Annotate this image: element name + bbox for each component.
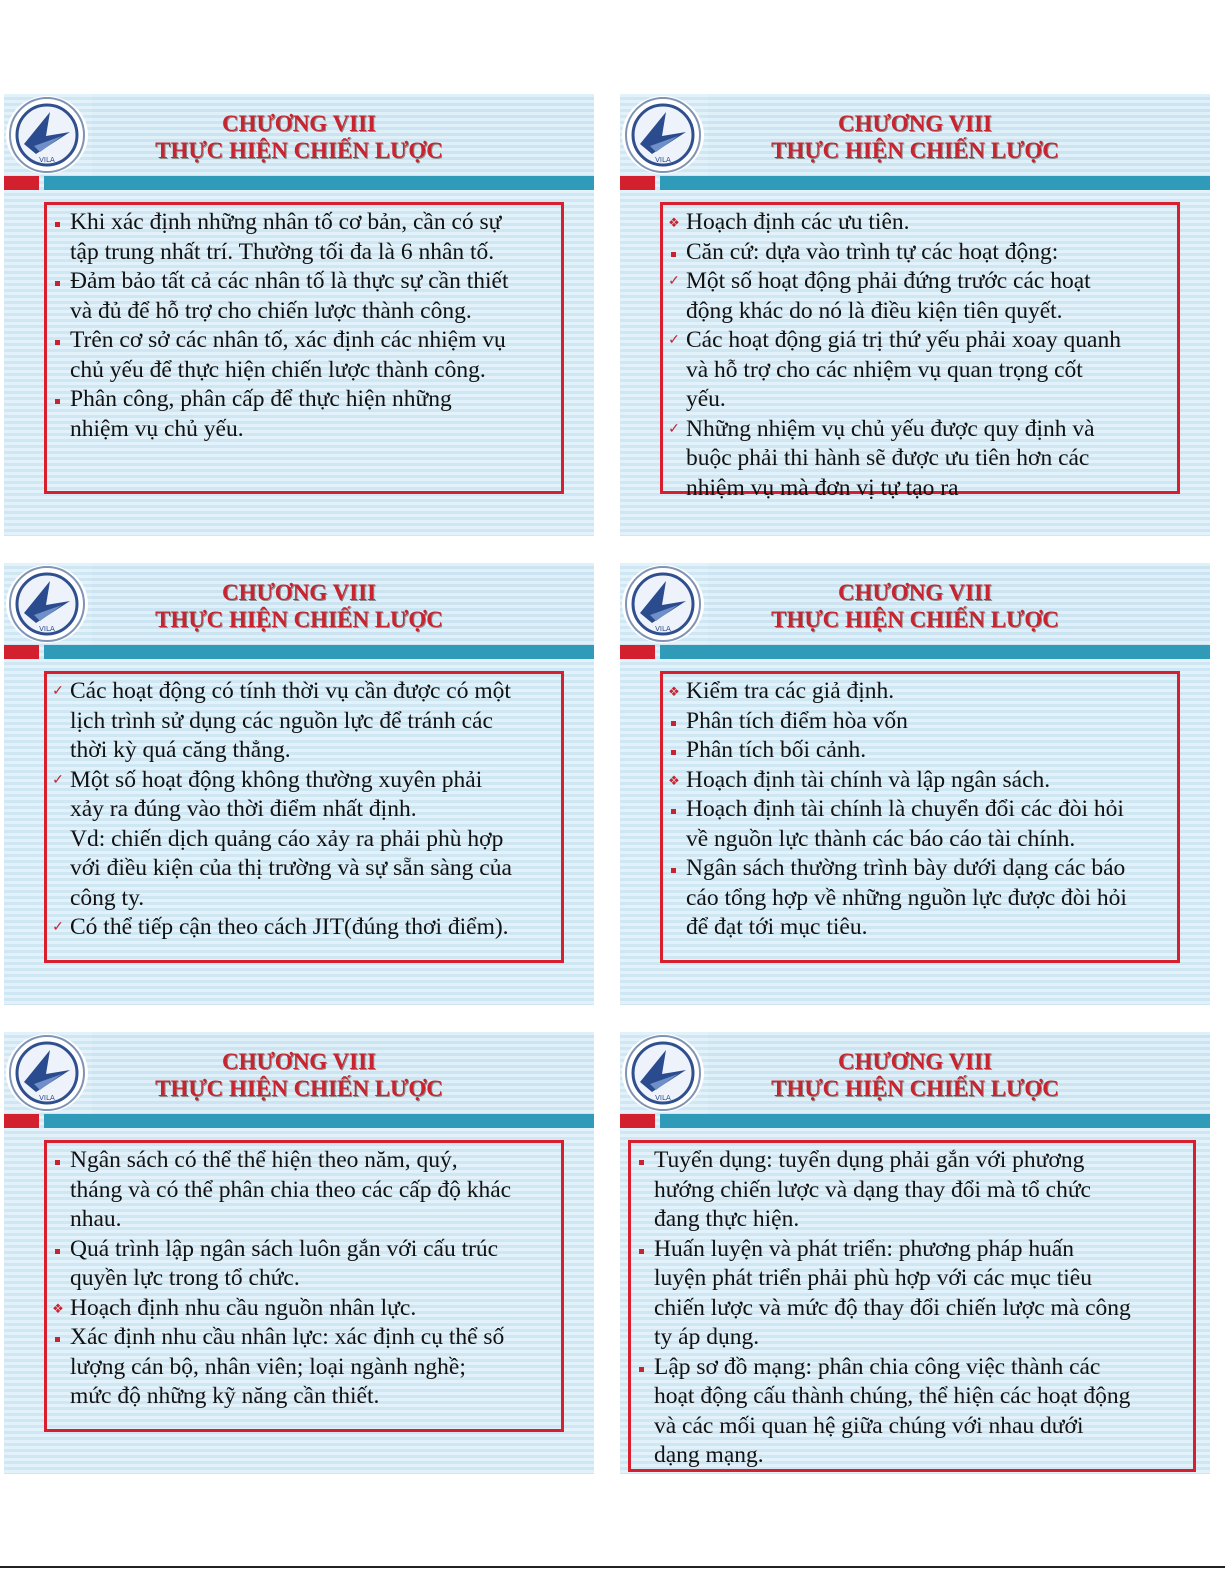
item-text: lịch trình sử dụng các nguồn lực để tránh các [70, 707, 493, 734]
item-text: nhau. [70, 1206, 122, 1232]
item-text: Quá trình lập ngân sách luôn gắn với cấu trúc [70, 1235, 499, 1262]
item-text: và các mối quan hệ giữa chúng với nhau dưới [654, 1412, 1084, 1439]
chapter-subtitle: THỰC HIỆN CHIẾN LƯỢC [771, 138, 1059, 163]
slide-title [92, 563, 594, 645]
item-text: Phân tích bối cảnh. [686, 737, 867, 763]
list-item-continuation [654, 1382, 1191, 1412]
list-item-continuation [70, 1353, 559, 1383]
accent-bar-red [4, 176, 39, 190]
bullet-list [52, 677, 559, 943]
list-item [686, 736, 1175, 766]
svg-text:VILA: VILA [39, 156, 55, 164]
item-text: dạng mạng. [654, 1442, 764, 1468]
accent-bar-teal [660, 645, 1210, 659]
list-item-continuation [70, 736, 559, 766]
item-text: đang thực hiện. [654, 1206, 800, 1232]
content-box [660, 671, 1180, 963]
item-text: về nguồn lực thành các báo cáo tài chính. [686, 825, 1076, 852]
item-text: chủ yếu để thực hiện chiến lược thành công. [70, 356, 486, 383]
list-item [654, 1235, 1191, 1265]
list-item-continuation [70, 356, 559, 386]
list-item-continuation [654, 1205, 1191, 1235]
item-text: Lập sơ đồ mạng: phân chia công việc thành các [654, 1353, 1101, 1380]
list-item [686, 795, 1175, 825]
diamond-bullet-icon: ❖ [668, 215, 680, 230]
chapter-subtitle: THỰC HIỆN CHIẾN LƯỢC [771, 1076, 1059, 1101]
svg-text:VILA: VILA [655, 156, 671, 164]
accent-bar-teal [44, 176, 594, 190]
item-text: Một số hoạt động không thường xuyên phải [70, 766, 483, 793]
list-item-continuation [654, 1441, 1191, 1471]
list-item-continuation [654, 1264, 1191, 1294]
accent-bar-teal [660, 1114, 1210, 1128]
item-text: với điều kiện của thị trường và sự sẵn sàng của [70, 855, 512, 881]
list-item [70, 208, 559, 238]
list-item-continuation [654, 1176, 1191, 1206]
chapter-title: CHƯƠNG VIII [838, 111, 992, 136]
list-item [668, 677, 1175, 707]
list-item [668, 326, 1175, 356]
diamond-bullet-icon: ❖ [52, 1300, 64, 1316]
slide-title [708, 563, 1210, 645]
list-item-continuation [70, 854, 559, 884]
slide-1 [4, 94, 594, 536]
item-text: Khi xác định những nhân tố cơ bản, cần có sự [70, 209, 502, 235]
list-item-continuation [654, 1323, 1191, 1353]
item-text: Hoạch định nhu cầu nguồn nhân lực. [70, 1294, 417, 1321]
item-text: nhiệm vụ mà đơn vị tự tạo ra [686, 474, 959, 501]
svg-text:VILA: VILA [655, 1094, 671, 1102]
item-text: và đủ để hỗ trợ cho chiến lược thành công. [70, 297, 472, 324]
slide-title [708, 94, 1210, 176]
list-item-continuation [70, 707, 559, 737]
item-text: Tuyển dụng: tuyển dụng phải gắn với phương [654, 1147, 1085, 1173]
list-item-continuation [686, 297, 1175, 327]
page-bottom-rule [0, 1566, 1225, 1568]
diamond-bullet-icon: ❖ [668, 772, 680, 788]
item-text: Phân công, phân cấp để thực hiện những [70, 386, 452, 412]
item-text: yếu. [686, 386, 726, 412]
list-item [70, 385, 559, 415]
list-item-continuation [686, 444, 1175, 474]
slide-6 [620, 1032, 1210, 1474]
check-bullet-icon: ✓ [52, 920, 64, 935]
item-text: Hoạch định tài chính là chuyển đổi các đòi hỏi [686, 796, 1124, 822]
item-text: tháng và có thể phân chia theo các cấp độ khác [70, 1176, 512, 1203]
item-text: để đạt tới mục tiêu. [686, 914, 868, 940]
list-item [686, 854, 1175, 884]
item-text: Đảm bảo tất cả các nhân tố là thực sự cần thiết [70, 268, 509, 294]
list-item-continuation [70, 1264, 559, 1294]
list-item-continuation [70, 795, 559, 825]
list-item-continuation [686, 825, 1175, 855]
list-item [686, 707, 1175, 737]
accent-bar-teal [44, 1114, 594, 1128]
item-text: hướng chiến lược và dạng thay đổi mà tổ chức [654, 1176, 1091, 1203]
list-item-continuation [70, 415, 559, 445]
check-bullet-icon: ✓ [668, 274, 680, 289]
list-item-continuation [654, 1412, 1191, 1442]
bullet-list [654, 1146, 1191, 1471]
slide-title [92, 94, 594, 176]
svg-text:VILA: VILA [655, 625, 671, 633]
list-item-continuation [686, 913, 1175, 943]
item-text: Một số hoạt động phải đứng trước các hoạt [686, 268, 1091, 294]
bullet-list [668, 208, 1175, 503]
item-text: động khác do nó là điều kiện tiên quyết. [686, 297, 1063, 324]
item-text: lượng cán bộ, nhân viên; loại ngành nghề; [70, 1353, 466, 1380]
list-item-continuation [686, 385, 1175, 415]
item-text: Có thể tiếp cận theo cách JIT(đúng thơi điểm). [70, 914, 509, 940]
item-text: luyện phát triển phải phù hợp với các mục tiêu [654, 1265, 1092, 1291]
chapter-subtitle: THỰC HIỆN CHIẾN LƯỢC [155, 607, 443, 632]
check-bullet-icon: ✓ [668, 333, 680, 348]
list-item [70, 1146, 559, 1176]
chapter-subtitle: THỰC HIỆN CHIẾN LƯỢC [155, 1076, 443, 1101]
chapter-title: CHƯƠNG VIII [222, 1049, 376, 1074]
accent-bar-red [620, 1114, 655, 1128]
item-text: buộc phải thi hành sẽ được ưu tiên hơn các [686, 445, 1090, 471]
check-bullet-icon: ✓ [668, 421, 680, 437]
item-text: Những nhiệm vụ chủ yếu được quy định và [686, 415, 1095, 442]
item-text: xảy ra đúng vào thời điểm nhất định. [70, 796, 417, 822]
slide-3 [4, 563, 594, 1005]
item-text: mức độ những kỹ năng cần thiết. [70, 1383, 380, 1409]
list-item [668, 208, 1175, 238]
item-text: hoạt động cấu thành chúng, thể hiện các hoạt động [654, 1383, 1131, 1409]
list-item-continuation [70, 238, 559, 268]
check-bullet-icon: ✓ [52, 684, 64, 699]
accent-bar-teal [44, 645, 594, 659]
svg-text:VILA: VILA [39, 625, 55, 633]
item-text: thời kỳ quá căng thẳng. [70, 737, 291, 763]
list-item [686, 238, 1175, 268]
list-item-continuation [654, 1294, 1191, 1324]
slide-4 [620, 563, 1210, 1005]
list-item [668, 415, 1175, 445]
accent-bar-red [4, 1114, 39, 1128]
bullet-list [668, 677, 1175, 943]
item-text: Căn cứ: dựa vào trình tự các hoạt động: [686, 238, 1059, 265]
slide-title [92, 1032, 594, 1114]
content-box [628, 1140, 1196, 1472]
list-item [52, 913, 559, 943]
list-item-continuation [70, 884, 559, 914]
item-text: Xác định nhu cầu nhân lực: xác định cụ thể số [70, 1324, 505, 1350]
list-item-continuation [686, 884, 1175, 914]
item-text: và hỗ trợ cho các nhiệm vụ quan trọng cốt [686, 356, 1083, 383]
list-item [70, 1235, 559, 1265]
item-text: Ngân sách có thể thể hiện theo năm, quý, [70, 1147, 458, 1173]
item-text: Các hoạt động có tính thời vụ cần được có một [70, 678, 511, 704]
item-text: Hoạch định tài chính và lập ngân sách. [686, 766, 1051, 793]
list-item-continuation [70, 1205, 559, 1235]
chapter-subtitle: THỰC HIỆN CHIẾN LƯỢC [155, 138, 443, 163]
list-item-continuation [70, 297, 559, 327]
list-item [52, 1294, 559, 1324]
diamond-bullet-icon: ❖ [668, 684, 680, 699]
content-box [44, 202, 564, 494]
content-box [660, 202, 1180, 501]
item-text: Ngân sách thường trình bày dưới dạng các báo [686, 855, 1126, 881]
slide-5 [4, 1032, 594, 1474]
list-item-continuation [70, 825, 559, 855]
item-text: chiến lược và mức độ thay đổi chiến lược mà công [654, 1294, 1131, 1321]
accent-bar-red [620, 645, 655, 659]
check-bullet-icon: ✓ [52, 772, 64, 788]
list-item [654, 1353, 1191, 1383]
chapter-title: CHƯƠNG VIII [838, 580, 992, 605]
item-text: Vd: chiến dịch quảng cáo xảy ra phải phù hợp [70, 825, 504, 852]
item-text: cáo tổng hợp về những nguồn lực được đòi hỏi [686, 884, 1127, 911]
bullet-list [52, 1146, 559, 1412]
item-text: tập trung nhất trí. Thường tối đa là 6 nhân tố. [70, 238, 495, 265]
list-item-continuation [70, 1382, 559, 1412]
item-text: Các hoạt động giá trị thứ yếu phải xoay quanh [686, 327, 1121, 353]
list-item [52, 766, 559, 796]
bullet-list [70, 208, 559, 444]
chapter-title: CHƯƠNG VIII [222, 111, 376, 136]
item-text: Huấn luyện và phát triển: phương pháp huấn [654, 1235, 1074, 1262]
item-text: quyền lực trong tổ chức. [70, 1265, 300, 1291]
item-text: Phân tích điểm hòa vốn [686, 707, 908, 734]
item-text: Kiểm tra các giả định. [686, 678, 895, 704]
item-text: công ty. [70, 884, 145, 911]
item-text: Hoạch định các ưu tiên. [686, 209, 910, 235]
list-item [668, 766, 1175, 796]
item-text: nhiệm vụ chủ yếu. [70, 415, 244, 442]
chapter-title: CHƯƠNG VIII [222, 580, 376, 605]
list-item-continuation [686, 474, 1175, 504]
content-box [44, 671, 564, 963]
slide-title [708, 1032, 1210, 1114]
slide-2 [620, 94, 1210, 536]
accent-bar-teal [660, 176, 1210, 190]
list-item [70, 326, 559, 356]
chapter-title: CHƯƠNG VIII [838, 1049, 992, 1074]
list-item [70, 267, 559, 297]
item-text: Trên cơ sở các nhân tố, xác định các nhiệm vụ [70, 327, 506, 353]
chapter-subtitle: THỰC HIỆN CHIẾN LƯỢC [771, 607, 1059, 632]
list-item [70, 1323, 559, 1353]
accent-bar-red [620, 176, 655, 190]
list-item [668, 267, 1175, 297]
accent-bar-red [4, 645, 39, 659]
content-box [44, 1140, 564, 1432]
list-item-continuation [70, 1176, 559, 1206]
list-item [654, 1146, 1191, 1176]
list-item-continuation [686, 356, 1175, 386]
item-text: ty áp dụng. [654, 1324, 760, 1350]
list-item [52, 677, 559, 707]
svg-text:VILA: VILA [39, 1094, 55, 1102]
